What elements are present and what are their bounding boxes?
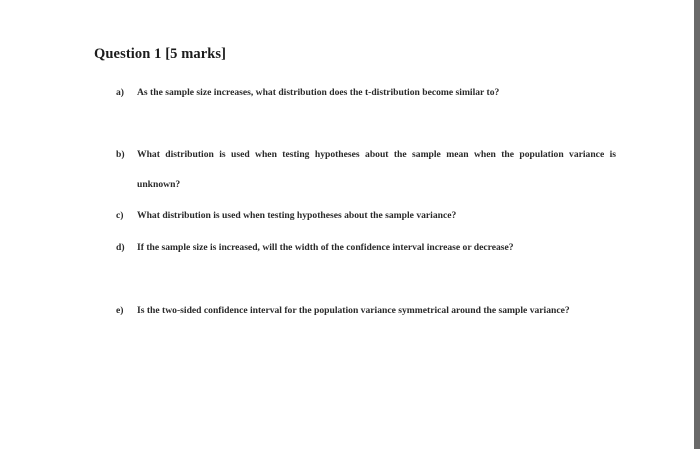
item-text-a: As the sample size increases, what distribution does the t-distribution become similar to? [137, 87, 500, 98]
question-item-b [116, 140, 616, 200]
question-item-e [116, 296, 616, 326]
item-text-b: What distribution is used when testing hypotheses about the sample mean when the population variance is unknown? [137, 149, 616, 190]
question-item-d [116, 233, 616, 263]
question-item-a [116, 78, 616, 108]
window-edge-border [694, 0, 700, 449]
question-heading: Question 1 [5 marks] [94, 46, 227, 62]
item-text-d: If the sample size is increased, will the width of the confidence interval increase or decrease? [137, 242, 514, 253]
item-label-e: e) [116, 305, 124, 316]
item-label-b: b) [116, 149, 125, 160]
item-text-e: Is the two-sided confidence interval for the population variance symmetrical around the sample variance? [137, 305, 570, 316]
question-item-c [116, 201, 616, 231]
item-text-c: What distribution is used when testing hypotheses about the sample variance? [137, 210, 457, 221]
item-label-d: d) [116, 242, 125, 253]
item-label-c: c) [116, 210, 124, 221]
item-label-a: a) [116, 87, 124, 98]
